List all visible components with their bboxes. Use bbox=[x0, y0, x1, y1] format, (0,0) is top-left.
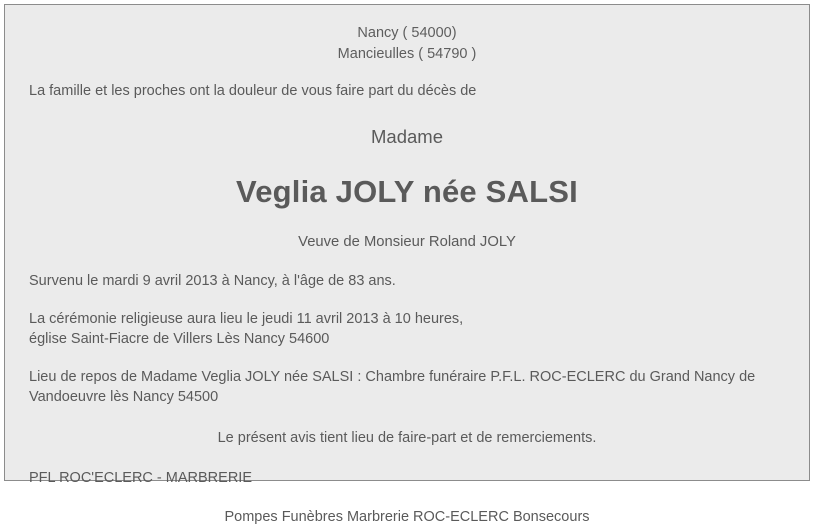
closing-statement: Le présent avis tient lieu de faire-part et de remerciements. bbox=[217, 429, 597, 446]
funeral-agency-name: PFL ROC'ECLERC - MARBRERIE bbox=[29, 469, 252, 486]
resting-place-line-1: Lieu de repos de Madame Veglia JOLY née SALSI : Chambre funéraire P.F.L. ROC-ECLERC du Grand Nancy de bbox=[29, 368, 756, 385]
ceremony-line-1: La cérémonie religieuse aura lieu le jeudi 11 avril 2013 à 10 heures, bbox=[29, 310, 464, 327]
death-notice-card bbox=[4, 4, 810, 525]
spouse-relation: Veuve de Monsieur Roland JOLY bbox=[298, 234, 516, 251]
location-secondary: Mancieulles ( 54790 ) bbox=[337, 46, 477, 62]
deceased-name: Veglia JOLY née SALSI bbox=[236, 173, 578, 209]
announcement-intro: La famille et les proches ont la douleur de vous faire part du décès de bbox=[29, 83, 477, 99]
resting-place-line-2: Vandoeuvre lès Nancy 54500 bbox=[29, 388, 219, 405]
death-details: Survenu le mardi 9 avril 2013 à Nancy, à l'âge de 83 ans. bbox=[29, 272, 396, 289]
resting-place-details bbox=[29, 367, 785, 407]
honorific-title: Madame bbox=[371, 126, 443, 147]
funeral-service-footer: Pompes Funèbres Marbrerie ROC-ECLERC Bonsecours bbox=[224, 508, 590, 525]
ceremony-line-2: église Saint-Fiacre de Villers Lès Nancy 54600 bbox=[29, 330, 330, 347]
ceremony-details bbox=[29, 309, 785, 349]
location-primary: Nancy ( 54000) bbox=[357, 25, 457, 41]
